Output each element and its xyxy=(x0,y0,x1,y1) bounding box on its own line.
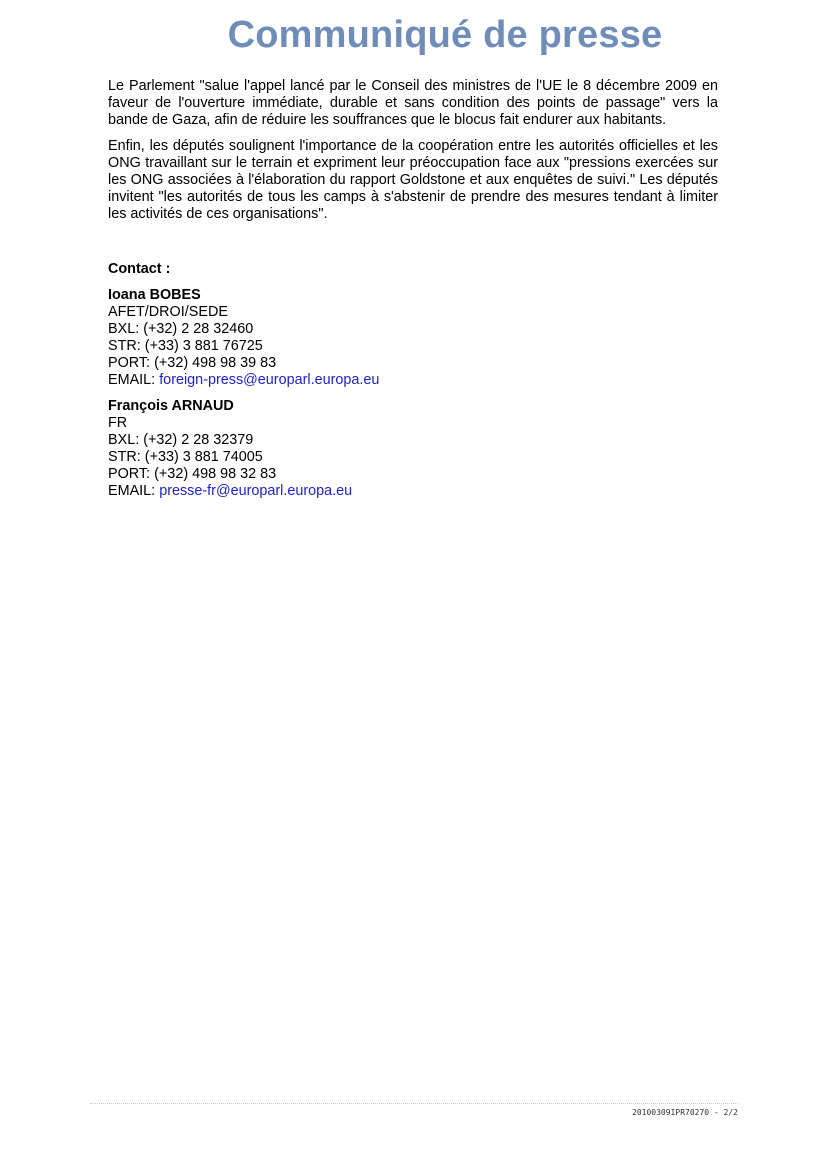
contact-email-row xyxy=(108,483,718,500)
contact-phone-bxl: BXL: (+32) 2 28 32460 xyxy=(108,321,254,337)
contact-heading: Contact : xyxy=(108,261,171,277)
contact-dept: FR xyxy=(108,415,128,431)
paragraph-2: Enfin, les députés soulignent l'importance de la coopération entre les autorités officielles et les ONG travaillant sur le terrain et expriment leur préoccupation face aux "pressions exercées sur les ONG associées à l'élaboration du rapport Goldstone et aux enquêtes de suivi." Les députés invitent "les autorités de tous les camps à s'abstenir de prendre des mesures tendant à limiter les activités de ces organisations". xyxy=(108,138,718,222)
contact-phone-port: PORT: (+32) 498 98 39 83 xyxy=(108,355,277,371)
footer-divider xyxy=(90,1103,738,1104)
footer-reference: 20100309IPR70270 - 2/2 xyxy=(632,1108,738,1117)
contact-card-1 xyxy=(108,287,718,389)
contact-email-row xyxy=(108,372,718,389)
contact-phone-str: STR: (+33) 3 881 74005 xyxy=(108,449,263,465)
contact-phone-str: STR: (+33) 3 881 76725 xyxy=(108,338,263,354)
document-body xyxy=(108,78,718,509)
page-title: Communiqué de presse xyxy=(227,14,663,56)
email-label: EMAIL: xyxy=(108,372,160,388)
email-link[interactable]: presse-fr@europarl.europa.eu xyxy=(159,483,353,499)
paragraph-1: Le Parlement "salue l'appel lancé par le Conseil des ministres de l'UE le 8 décembre 2009 en faveur de l'ouverture immédiate, durable et sans condition des points de passage" vers la bande de Gaza, afin de réduire les souffrances que le blocus fait endurer aux habitants. xyxy=(108,78,718,128)
contact-phone-bxl: BXL: (+32) 2 28 32379 xyxy=(108,432,254,448)
contact-name: Ioana BOBES xyxy=(108,287,201,303)
contact-name: François ARNAUD xyxy=(108,398,234,414)
contact-dept: AFET/DROI/SEDE xyxy=(108,304,228,320)
contact-card-2 xyxy=(108,398,718,500)
email-label: EMAIL: xyxy=(108,483,160,499)
contact-phone-port: PORT: (+32) 498 98 32 83 xyxy=(108,466,277,482)
email-link[interactable]: foreign-press@europarl.europa.eu xyxy=(159,372,380,388)
